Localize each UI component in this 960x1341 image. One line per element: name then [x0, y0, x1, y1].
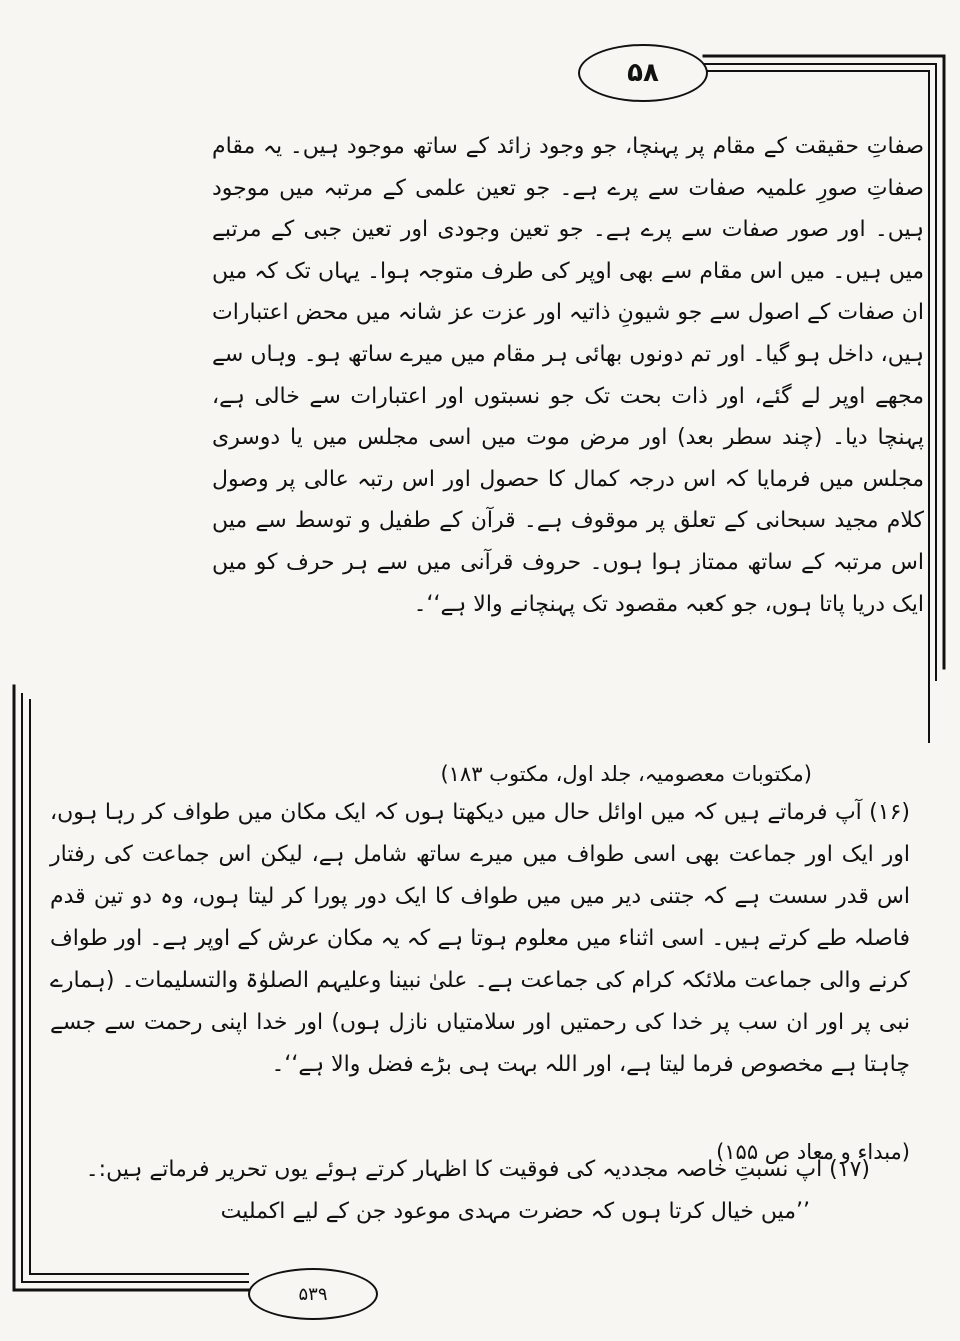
citation-2: (مبداء و معاد ص ۱۵۵): [716, 1140, 910, 1164]
quote-line: ’’میں خیال کرتا ہوں کہ حضرت مہدی موعود جن کے لیے اکملیت: [220, 1199, 810, 1224]
page-number-top: ۵۸: [627, 58, 659, 88]
page-number-bottom: ۵۳۹: [298, 1283, 328, 1305]
paragraph-3: (۱۷) آپ نسبتِ خاصہ مجددیہ کی فوقیت کا اظہار کرتے ہوئے یوں تحریر فرماتے ہیں:۔: [85, 1157, 870, 1182]
paragraph-2: (۱۶) آپ فرماتے ہیں کہ میں اوائل حال میں دیکھتا ہوں کہ ایک مکان میں طواف کر رہا ہوں، اور ایک اور جماعت بھی اسی طواف میں میرے ساتھ شامل ہے، لیکن اس جماعت کی رفتار اس قدر سست ہے کہ جتنی دیر میں میں طواف کا ایک دور پورا کر لیتا ہوں، وہ دو تین قدم فاصلہ طے کرتے ہیں۔ اسی اثناء میں معلوم ہوتا ہے کہ یہ مکان عرش کے اوپر ہے۔ اور طواف کرنے والی جماعت ملائکہ کرام کی جماعت ہے۔ علیٰ نبینا وعلیہم الصلوٰۃ والتسلیمات۔ (ہمارے نبی پر اور ان سب پر خدا کی رحمتیں اور سلامتیاں نازل ہوں) اور خدا اپنی رحمت سے جسے چاہتا ہے مخصوص فرما لیتا ہے، اور اللہ بہت ہی بڑے فضل والا ہے‘‘۔: [50, 800, 910, 1077]
page-number-badge-bottom: [248, 1268, 378, 1320]
page-number-badge-top: [578, 44, 708, 102]
citation-1: (مکتوبات معصومیہ، جلد اول، مکتوب ۱۸۳): [440, 762, 812, 786]
paragraph-1: صفاتِ حقیقت کے مقام پر پہنچا، جو وجود زائد کے ساتھ موجود ہیں۔ یہ مقام صفاتِ صورِ علمیہ صفات سے پرے ہے۔ جو تعین علمی کے مرتبہ میں موجود ہیں۔ اور صور صفات سے پرے ہے۔ جو تعین وجودی اور تعین جبی کے مرتبے میں ہیں۔ میں اس مقام سے بھی اوپر کی طرف متوجہ ہوا۔ یہاں تک کہ میں ان صفات کے اصول سے جو شیونِ ذاتیہ اور عزت عز شانہ میں محض اعتبارات ہیں، داخل ہو گیا۔ اور تم دونوں بھائی ہر مقام میں میرے ساتھ ہو۔ وہاں سے مجھے اوپر لے گئے، اور ذات بحت تک جو نسبتوں اور اعتبارات سے خالی ہے، پہنچا دیا۔ (چند سطر بعد) اور مرض موت میں اسی مجلس میں یا دوسری مجلس میں فرمایا کہ اس درجہ کمال کا حصول اور اس رتبہ عالی پر وصول کلام مجید سبحانی کے تعلق پر موقوف ہے۔ قرآن کے طفیل و توسط سے میں اس مرتبہ کے ساتھ ممتاز ہوا ہوں۔ حروف قرآنی میں سے ہر حرف کو میں ایک دریا پاتا ہوں، جو کعبہ مقصود تک پہنچانے والا ہے‘‘۔: [212, 134, 924, 617]
